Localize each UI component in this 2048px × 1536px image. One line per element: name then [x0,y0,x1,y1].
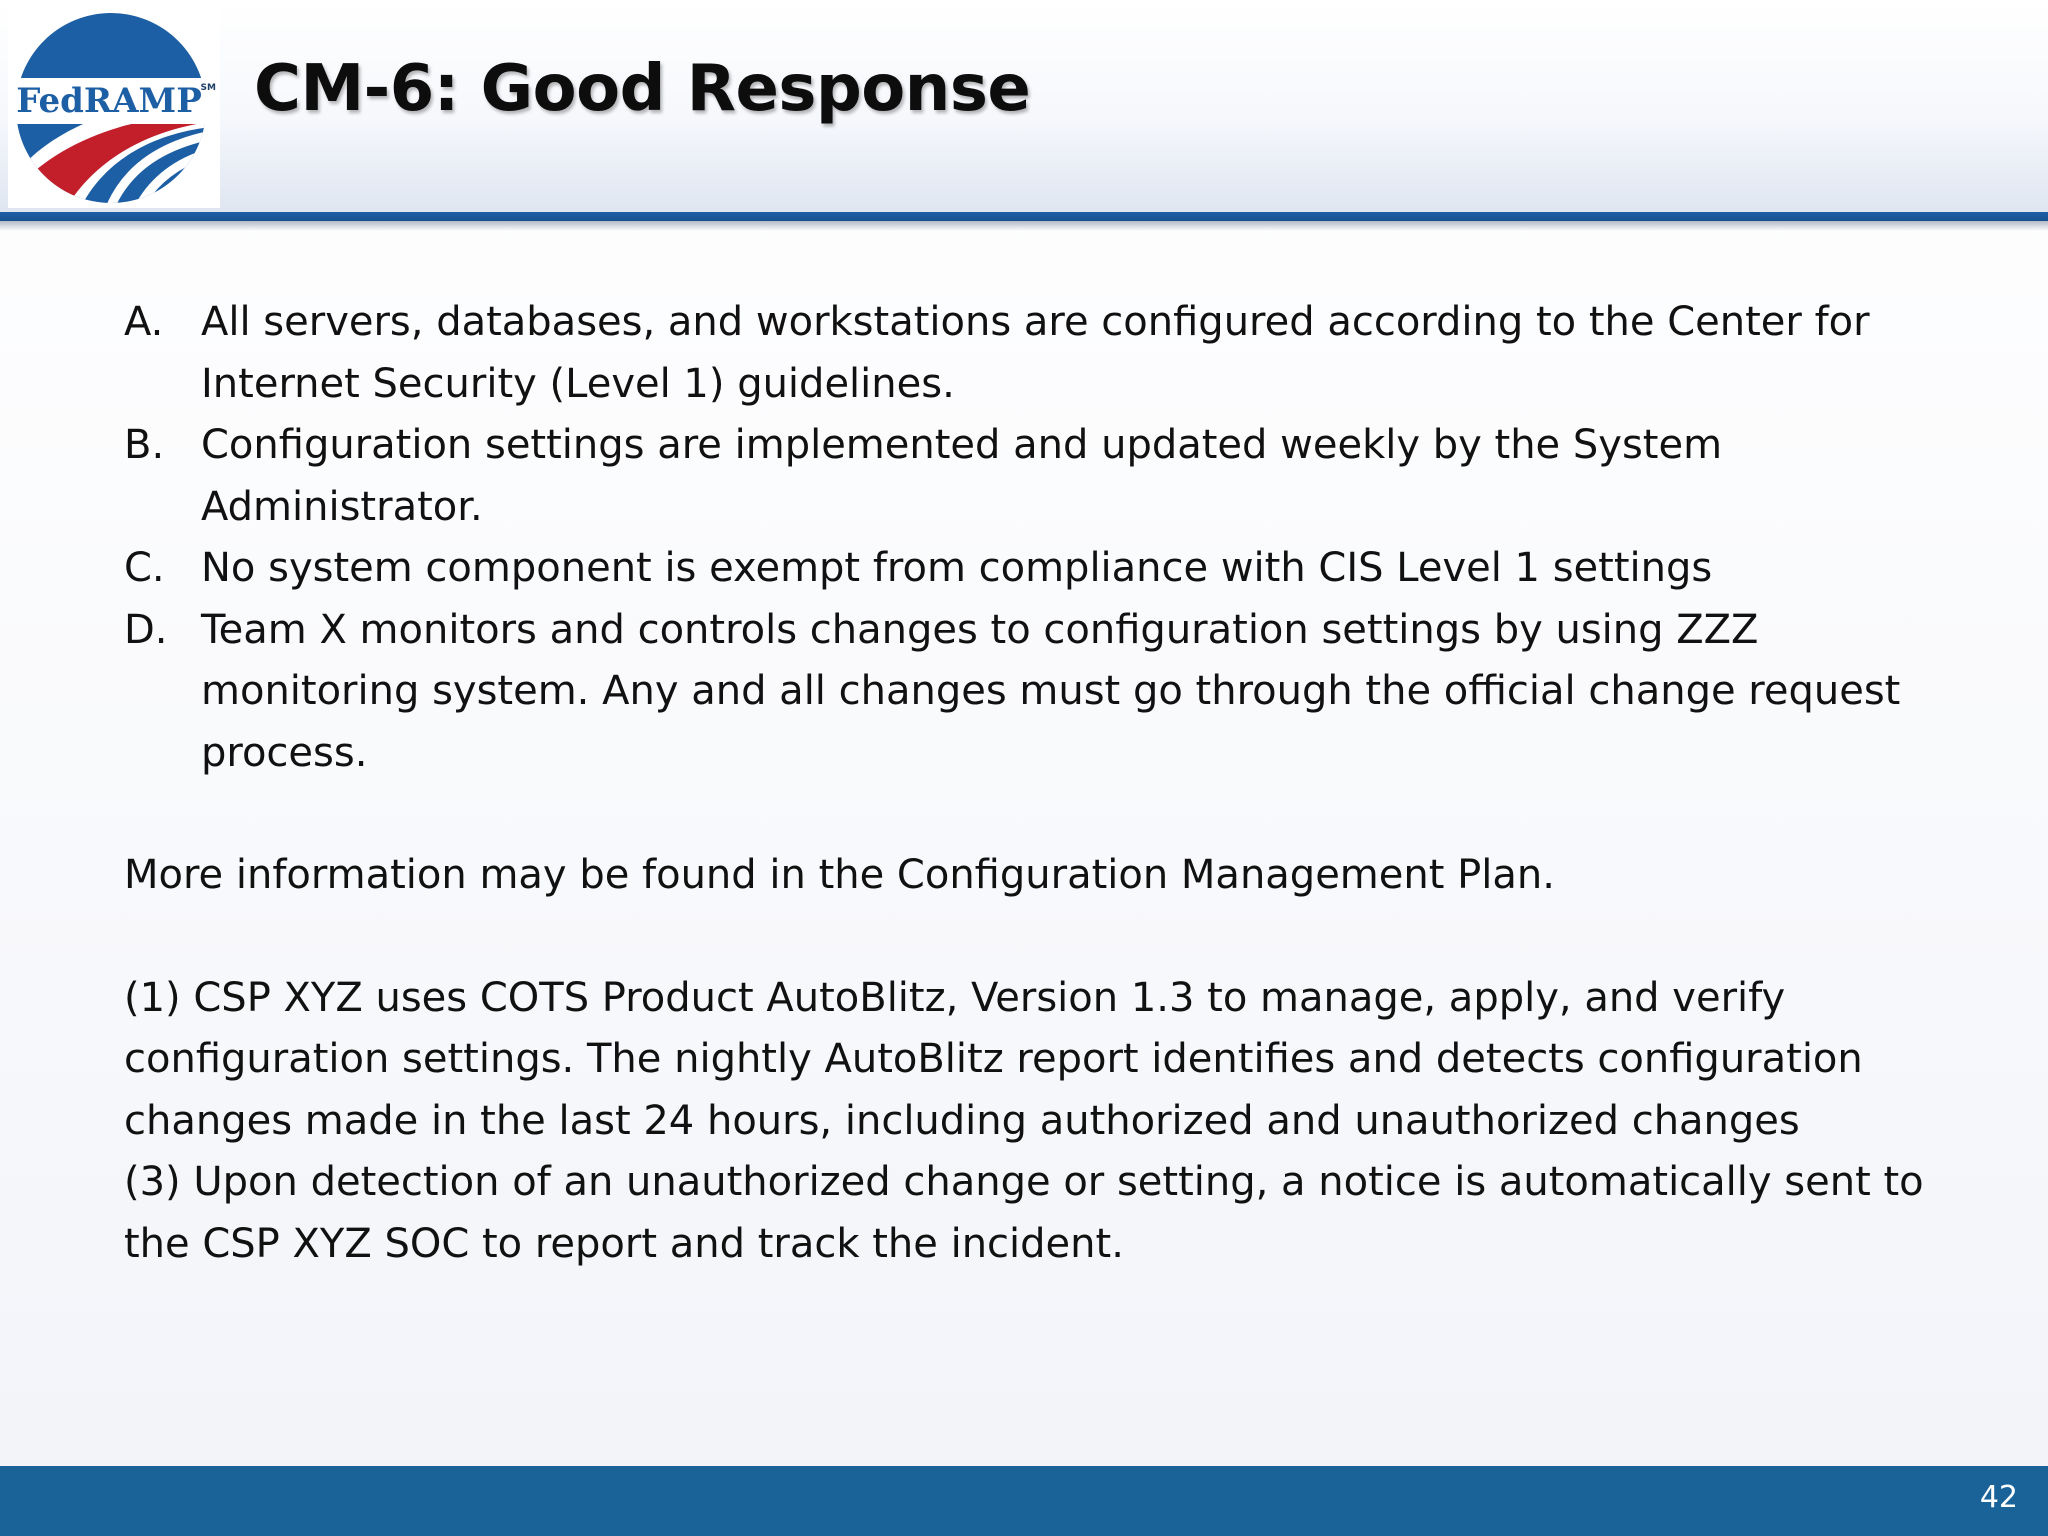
response-list [124,292,1984,784]
detail-paragraph: (1) CSP XYZ uses COTS Product AutoBlitz, Version 1.3 to manage, apply, and verify configuration settings. The nightly AutoBlitz report identifies and detects configuration changes made in the last 24 hours, including authorized and unauthorized changes [124,974,1863,1144]
list-item [124,600,1984,785]
fedramp-logo-icon [8,8,220,208]
page-title: CM-6: Good Response [254,52,1031,126]
list-marker: C. [124,545,165,591]
spacer [124,784,1984,845]
slide-header [0,0,2048,212]
list-item [124,292,1984,415]
header-shadow [0,221,2048,231]
slide-body [124,292,1984,1275]
list-item-text: No system component is exempt from compliance with CIS Level 1 settings [201,545,1713,591]
list-marker: D. [124,606,168,653]
list-item-text: Configuration settings are implemented and updated weekly by the System Administrator. [201,422,1723,530]
logo-service-mark: SM [200,83,216,93]
page-number: 42 [1979,1480,2018,1515]
more-info-text: More information may be found in the Configuration Management Plan. [124,852,1555,898]
slide-footer [0,1466,2048,1536]
list-item-text: Team X monitors and controls changes to configuration settings by using ZZZ monitoring system. Any and all changes must go through the official change request process. [201,606,1901,776]
logo-wordmark: FedRAMP [16,81,202,121]
fedramp-logo [8,8,220,208]
header-divider [0,212,2048,221]
list-marker: B. [124,422,165,468]
list-item [124,538,1984,600]
list-item [124,415,1984,538]
list-item-text: All servers, databases, and workstations are configured according to the Center for Internet Security (Level 1) guidelines. [201,299,1870,407]
detail-paragraph: (3) Upon detection of an unauthorized change or setting, a notice is automatically sent to the CSP XYZ SOC to report and track the incident. [124,1159,1924,1267]
spacer [124,907,1984,968]
list-marker: A. [124,299,164,345]
